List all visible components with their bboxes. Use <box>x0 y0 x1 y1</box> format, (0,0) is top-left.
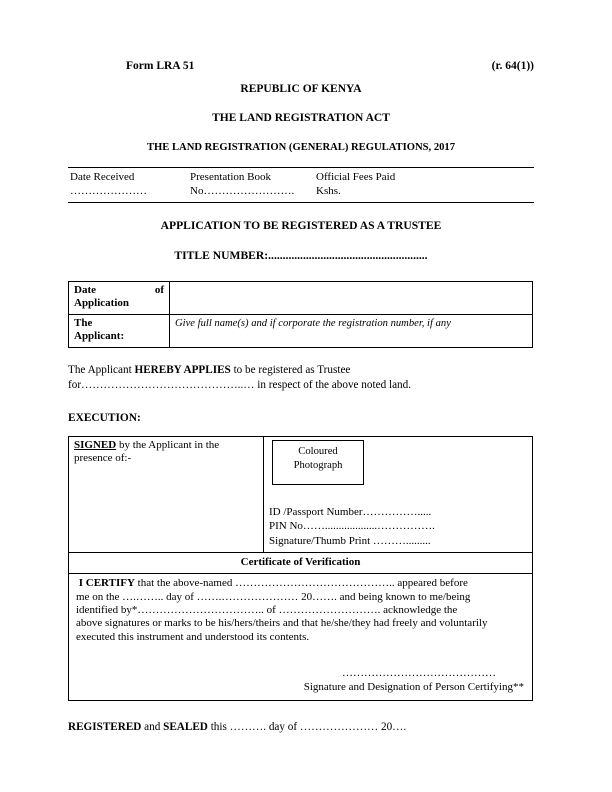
date-of-application-label-line1 <box>74 284 164 297</box>
presentation-book-value[interactable]: No……………………. <box>190 184 295 197</box>
official-fees-value[interactable]: Kshs. <box>316 184 341 197</box>
execution-table <box>68 436 533 701</box>
header-row <box>68 60 534 80</box>
photo-label-line1: Coloured <box>298 445 338 457</box>
certify-line1-rest: that the above-named …………………………………….. appeared before <box>134 577 468 590</box>
registered-sealed-line[interactable] <box>68 721 534 733</box>
date-received-label: Date Received <box>70 171 135 183</box>
applies-line1-pre: The Applicant <box>68 363 135 376</box>
table-row-certificate-heading <box>69 552 533 573</box>
applicant-table <box>68 281 533 348</box>
certificate-body-cell[interactable] <box>69 574 533 701</box>
coloured-photograph-box[interactable] <box>272 440 364 485</box>
regulation-reference: (r. 64(1)) <box>491 60 534 72</box>
registered-bold: REGISTERED <box>68 721 142 734</box>
applicant-label-cell <box>69 314 170 347</box>
sealed-bold: SEALED <box>163 721 208 734</box>
document-content <box>68 60 534 733</box>
applies-line2[interactable]: for……………………………………..… in respect of the above noted land. <box>68 378 412 391</box>
applicant-label-line1: The <box>74 316 93 329</box>
applicant-details-cell <box>264 436 533 552</box>
certify-line-3: identified by*…………………………….. of ………………………. acknowledge the <box>76 604 458 617</box>
date-of-application-value-cell[interactable] <box>170 282 533 315</box>
applicant-value-cell[interactable] <box>170 314 533 347</box>
application-heading: APPLICATION TO BE REGISTERED AS A TRUSTEE <box>160 219 442 232</box>
execution-heading: EXECUTION: <box>68 411 141 424</box>
title-number-row <box>68 249 534 262</box>
signed-label: SIGNED <box>74 438 117 451</box>
date-label-word-date: Date <box>74 284 96 296</box>
applicant-label-line2: Applicant: <box>74 330 125 343</box>
certify-line-2: me on the ….…….. day of …….………………… 20……. and being known to me/being <box>76 590 471 603</box>
table-row-signed <box>69 436 533 552</box>
signed-by-applicant-cell[interactable] <box>69 436 264 552</box>
receipt-strip <box>68 167 534 203</box>
applicant-hint-text: Give full name(s) and if corporate the registration number, if any <box>175 317 451 329</box>
certify-line-4: above signatures or marks to be his/hers/theirs and that he/she/they had freely and voluntarily <box>76 617 488 630</box>
act-title: THE LAND REGISTRATION ACT <box>212 112 390 124</box>
date-received-value[interactable]: ………………… <box>70 184 147 197</box>
certify-line-5: executed this instrument and understood its contents. <box>76 630 310 643</box>
form-number: Form LRA 51 <box>126 60 195 72</box>
certificate-of-verification-heading: Certificate of Verification <box>69 552 533 573</box>
republic-heading: REPUBLIC OF KENYA <box>240 83 362 95</box>
photo-label-line2: Photograph <box>293 459 343 471</box>
certify-line-1 <box>76 577 526 590</box>
pin-number-field[interactable]: PIN No……...................……………. <box>269 520 435 533</box>
title-number-input[interactable]: ....................................................... <box>268 249 428 262</box>
official-fees-label: Official Fees Paid <box>316 171 396 183</box>
presentation-book-field <box>190 171 294 199</box>
table-row-date-of-application <box>69 282 533 315</box>
certifier-signature-dots[interactable]: …………………………………… <box>342 667 496 680</box>
date-received-field <box>70 171 147 199</box>
applies-bold-phrase: HEREBY APPLIES <box>134 363 231 376</box>
id-passport-number-field[interactable]: ID /Passport Number……………..... <box>269 505 432 518</box>
identification-lines <box>269 505 527 549</box>
date-of-application-label-cell <box>69 282 170 315</box>
certify-bold-phrase: I CERTIFY <box>78 577 135 590</box>
table-row-applicant <box>69 314 533 347</box>
registered-mid: and <box>141 721 164 734</box>
presentation-book-label: Presentation Book <box>190 171 271 183</box>
table-row-certificate-body <box>69 574 533 701</box>
signature-thumbprint-field[interactable]: Signature/Thumb Print ………......... <box>269 534 431 547</box>
date-label-word-of: of <box>154 284 164 296</box>
applies-line1-post: to be registered as Trustee <box>230 363 351 376</box>
signed-rest-text: by the Applicant in the presence of:- <box>74 438 220 465</box>
certifier-signature-block <box>76 666 526 694</box>
certifier-signature-caption: Signature and Designation of Person Certifying** <box>303 681 524 694</box>
regulations-title: THE LAND REGISTRATION (GENERAL) REGULATIONS, 2017 <box>146 142 456 153</box>
official-fees-field <box>316 171 395 199</box>
date-of-application-label-line2: Application <box>74 297 130 310</box>
registered-rest: this ………. day of ………………… 20…. <box>207 721 407 734</box>
hereby-applies-paragraph <box>68 363 534 393</box>
title-number-label: TITLE NUMBER: <box>174 249 269 262</box>
